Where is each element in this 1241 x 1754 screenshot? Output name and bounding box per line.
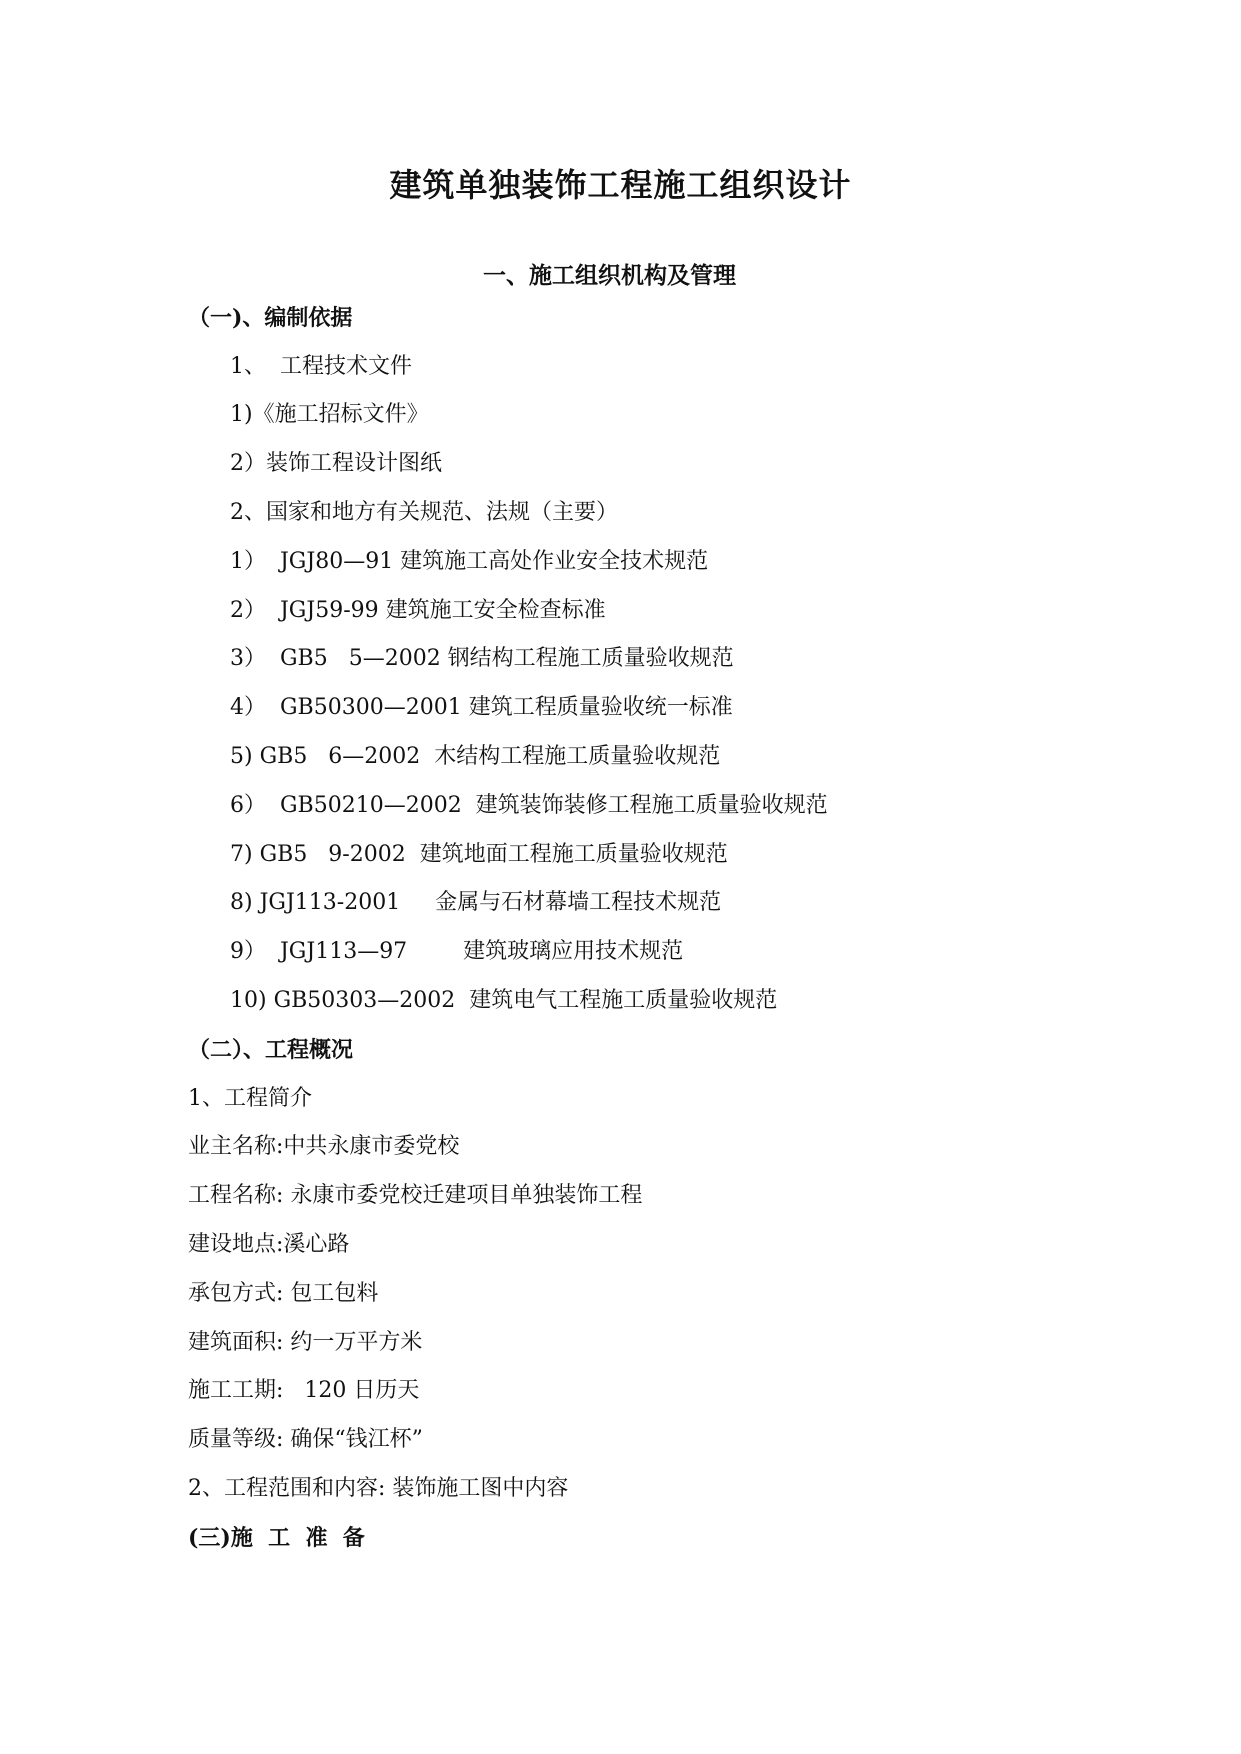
list-item-tender-documents: 1)《施工招标文件》 (230, 402, 429, 427)
field-owner: 业主名称:中共永康市委党校 (188, 1134, 460, 1159)
standard-item: 1） JGJ80—91 建筑施工高处作业安全技术规范 (230, 549, 709, 574)
field-building-area: 建筑面积: 约一万平方米 (188, 1330, 423, 1355)
field-contract-mode: 承包方式: 包工包料 (188, 1281, 379, 1306)
list-item-regulations: 2、国家和地方有关规范、法规（主要） (230, 500, 618, 525)
subsection-heading-basis: （一)、编制依据 (188, 305, 353, 331)
list-item-technical-documents: 1、 工程技术文件 (230, 354, 412, 379)
standard-item: 7) GB5 9-2002 建筑地面工程施工质量验收规范 (230, 842, 728, 867)
standard-item: 9） JGJ113—97 建筑玻璃应用技术规范 (230, 939, 684, 964)
document-title: 建筑单独装饰工程施工组织设计 (389, 166, 852, 204)
field-quality-grade: 质量等级: 确保“钱江杯” (188, 1427, 423, 1452)
field-location: 建设地点:溪心路 (188, 1232, 350, 1257)
standard-item: 8) JGJ113-2001 金属与石材幕墙工程技术规范 (230, 890, 722, 915)
list-item-design-drawings: 2）装饰工程设计图纸 (230, 451, 442, 476)
list-item-project-intro: 1、工程简介 (188, 1086, 312, 1111)
standard-item: 5) GB5 6—2002 木结构工程施工质量验收规范 (230, 744, 721, 769)
field-project-name: 工程名称: 永康市委党校迁建项目单独装饰工程 (188, 1183, 643, 1208)
standard-item: 6） GB50210—2002 建筑装饰装修工程施工质量验收规范 (230, 793, 828, 818)
section-title-organization: 一、施工组织机构及管理 (483, 262, 736, 289)
standard-item: 2） JGJ59-99 建筑施工安全检查标准 (230, 598, 606, 623)
subsection-heading-overview: （二）、工程概况 (188, 1037, 354, 1063)
field-duration: 施工工期: 120 日历天 (188, 1378, 420, 1403)
standard-item: 4） GB50300—2001 建筑工程质量验收统一标准 (230, 695, 733, 720)
list-item-scope: 2、工程范围和内容: 装饰施工图中内容 (188, 1476, 569, 1501)
subsection-heading-preparation: (三)施 工 准 备 (188, 1525, 365, 1551)
standard-item: 10) GB50303—2002 建筑电气工程施工质量验收规范 (230, 988, 778, 1013)
standard-item: 3） GB5 5—2002 钢结构工程施工质量验收规范 (230, 646, 734, 671)
